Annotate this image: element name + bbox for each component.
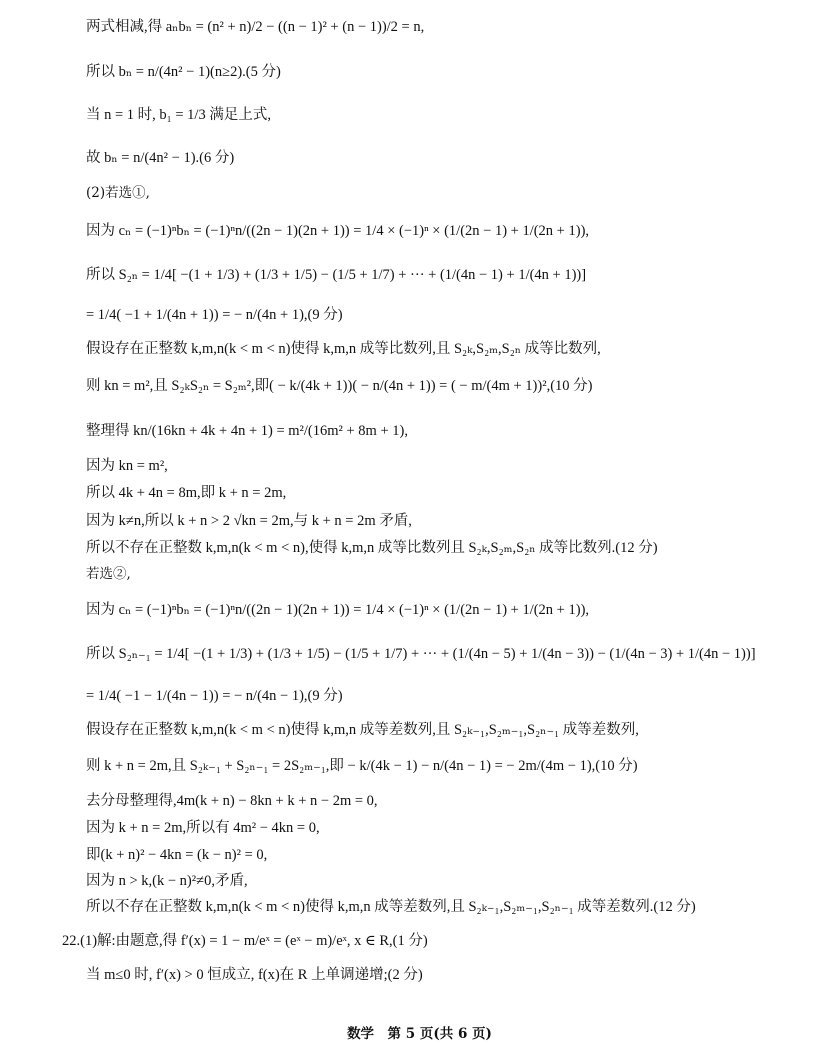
text-line: 若选②, [86,566,131,582]
text-line: 因为 kn = m², [86,458,168,474]
text-line: 则 kn = m²,且 S₂ₖS₂ₙ = S₂ₘ²,即( − k/(4k + 1))( − n/(4n + 1)) = ( − m/(4m + 1))²,(10 分) [86,378,593,394]
text-line: 两式相减,得 aₙbₙ = (n² + n)/2 − ((n − 1)² + (n − 1))/2 = n, [86,19,425,35]
text-line: 假设存在正整数 k,m,n(k < m < n)使得 k,m,n 成等差数列,且 S₂ₖ₋₁,S₂ₘ₋₁,S₂ₙ₋₁ 成等差数列, [86,722,639,738]
text-line: 去分母整理得,4m(k + n) − 8kn + k + n − 2m = 0, [86,793,378,809]
text-line: 所以 S₂ₙ₋₁ = 1/4[ −(1 + 1/3) + (1/3 + 1/5) − (1/5 + 1/7) + ··· + (1/(4n − 5) + 1/(4n − 3)) − (1/(4n − 3) + 1/(4n − 1))] [86,646,756,662]
text-line: 因为 n > k,(k − n)²≠0,矛盾, [86,873,248,889]
text-line: 因为 k≠n,所以 k + n > 2 √kn = 2m,与 k + n = 2m 矛盾, [86,513,412,529]
text-line: 所以不存在正整数 k,m,n(k < m < n),使得 k,m,n 成等比数列且 S₂ₖ,S₂ₘ,S₂ₙ 成等比数列.(12 分) [86,540,658,556]
text-line: 当 m≤0 时, f′(x) > 0 恒成立, f(x)在 R 上单调递增;(2 分) [86,967,423,983]
text-line: (2)若选①, [86,185,150,201]
text-line: 因为 cₙ = (−1)ⁿbₙ = (−1)ⁿn/((2n − 1)(2n + 1)) = 1/4 × (−1)ⁿ × (1/(2n − 1) + 1/(2n + 1)), [86,602,590,618]
text-line: 故 bₙ = n/(4n² − 1).(6 分) [86,150,235,166]
text-line: 因为 k + n = 2m,所以有 4m² − 4kn = 0, [86,820,320,836]
text-line: 当 n = 1 时, b₁ = 1/3 满足上式, [86,107,271,123]
text-line: 所以不存在正整数 k,m,n(k < m < n)使得 k,m,n 成等差数列,且 S₂ₖ₋₁,S₂ₘ₋₁,S₂ₙ₋₁ 成等差数列.(12 分) [86,899,696,915]
question-22-line: 22.(1)解:由题意,得 f′(x) = 1 − m/eˣ = (eˣ − m)/eˣ, x ∈ R,(1 分) [62,933,428,949]
text-line: = 1/4( −1 + 1/(4n + 1)) = − n/(4n + 1),(9 分) [86,307,343,323]
text-line: 所以 bₙ = n/(4n² − 1)(n≥2).(5 分) [86,64,281,80]
text-line: 即(k + n)² − 4kn = (k − n)² = 0, [86,847,268,863]
page-footer: 数学 第 5 页(共 6 页) [347,1026,492,1042]
text-line: 所以 4k + 4n = 8m,即 k + n = 2m, [86,485,287,501]
text-line: = 1/4( −1 − 1/(4n − 1)) = − n/(4n − 1),(9 分) [86,688,343,704]
text-line: 假设存在正整数 k,m,n(k < m < n)使得 k,m,n 成等比数列,且 S₂ₖ,S₂ₘ,S₂ₙ 成等比数列, [86,341,601,357]
text-line: 整理得 kn/(16kn + 4k + 4n + 1) = m²/(16m² + 8m + 1), [86,423,408,439]
text-line: 因为 cₙ = (−1)ⁿbₙ = (−1)ⁿn/((2n − 1)(2n + 1)) = 1/4 × (−1)ⁿ × (1/(2n − 1) + 1/(2n + 1)), [86,223,590,239]
text-line: 所以 S₂ₙ = 1/4[ −(1 + 1/3) + (1/3 + 1/5) − (1/5 + 1/7) + ··· + (1/(4n − 1) + 1/(4n + 1))] [86,267,587,283]
text-line: 则 k + n = 2m,且 S₂ₖ₋₁ + S₂ₙ₋₁ = 2S₂ₘ₋₁,即 − k/(4k − 1) − n/(4n − 1) = − 2m/(4m − 1),(10 分) [86,758,638,774]
